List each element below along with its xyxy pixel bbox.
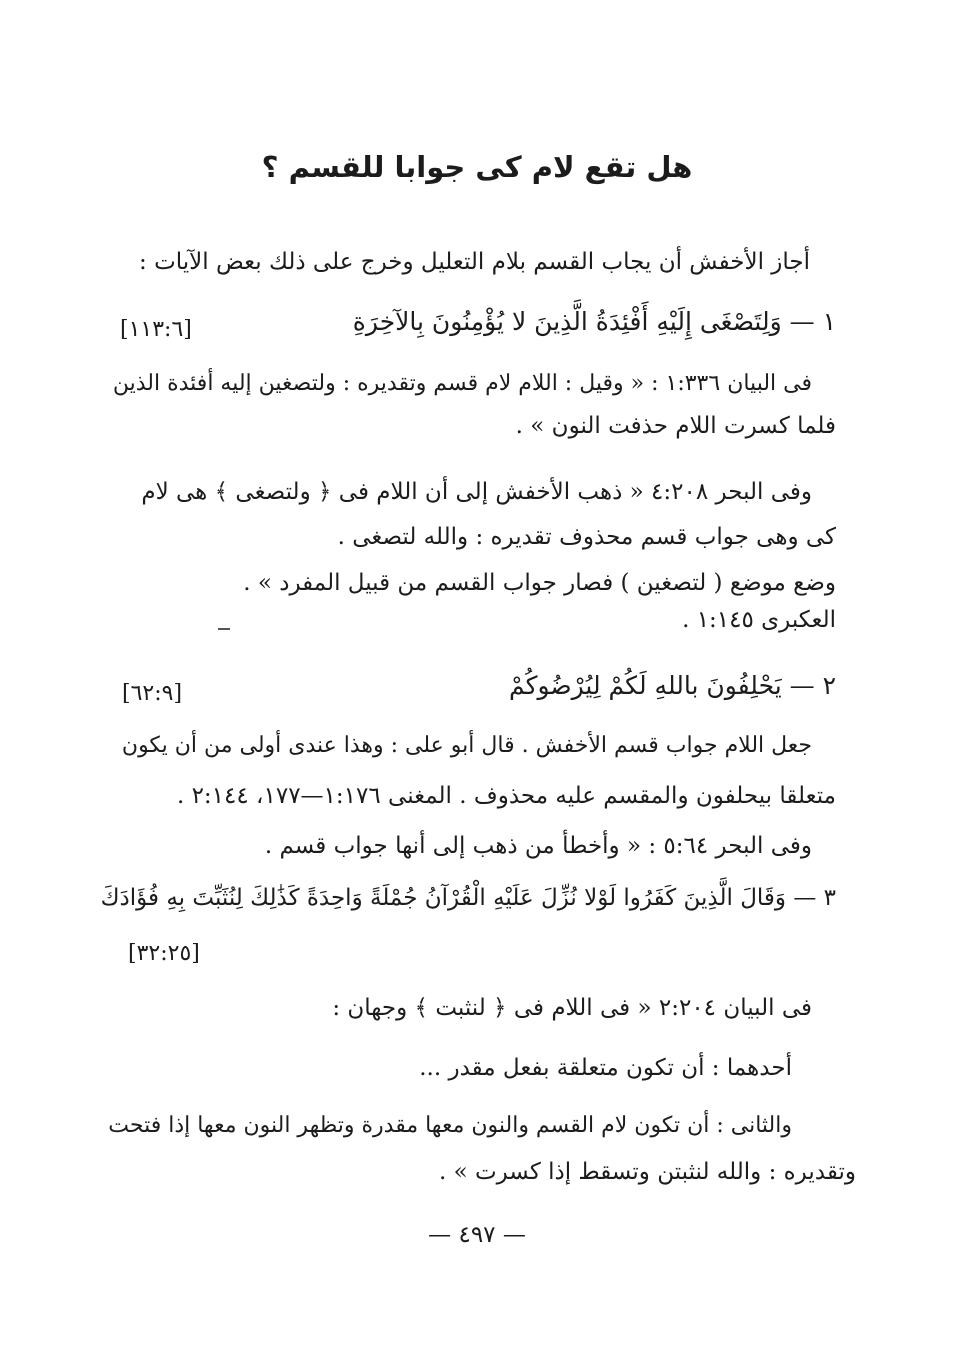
bahr-1-line-1: وفى البحر ٤:٢٠٨ « ذهب الأخفش إلى أن اللام فى ﴿ ولتصغى ﴾ هى لام (141, 479, 812, 505)
bayan-3-line-3: والثانى : أن تكون لام القسم والنون معها مقدرة وتظهر النون معها إذا فتحت (108, 1113, 792, 1138)
item-2-line-1: جعل اللام جواب قسم الأخفش . قال أبو على : وهذا عندى أولى من أن يكون (121, 733, 812, 758)
item-2-line-2: متعلقا بيحلفون والمقسم عليه محذوف . المغنى ١:١٧٦—١٧٧، ٢:١٤٤ . (176, 783, 836, 809)
verse-2: ٢ — يَحْلِفُونَ باللهِ لَكُمْ لِيُرْضُوكُمْ (508, 671, 836, 700)
bayan-3-line-1: فى البيان ٢:٢٠٤ « فى اللام فى ﴿ لنثبت ﴾ وجهان : (332, 995, 812, 1021)
verse-3-reference: [٣٢:٢٥] (128, 941, 200, 966)
bayan-1-line-1: فى البيان ١:٣٣٦ : « وقيل : اللام لام قسم وتقديره : ولتصغين إليه أفئدة الذين (112, 371, 812, 396)
bayan-1-line-2: فلما كسرت اللام حذفت النون » . (515, 413, 836, 439)
bayan-3-line-4: وتقديره : والله لنثبتن وتسقط إذا كسرت » . (438, 1159, 856, 1185)
page-title: هل تقع لام كى جوابا للقسم ؟ (261, 150, 693, 184)
bahr-1-line-2: كى وهى جواب قسم محذوف تقديره : والله لتصغى . (337, 524, 836, 550)
verse-1-reference: [١١٣:٦] (120, 317, 192, 342)
stray-mark (218, 628, 230, 630)
verse-2-reference: [٦٢:٩] (122, 681, 183, 706)
page-number: — ٤٩٧ — (428, 1222, 526, 1248)
verse-1: ١ — وَلِتَصْغَى إِلَيْهِ أَفْئِدَةُ الَّذِينَ لا يُؤْمِنُونَ بِالآخِرَةِ (352, 307, 836, 336)
verse-3: ٣ — وَقَالَ الَّذِينَ كَفَرُوا لَوْلا نُزِّلَ عَلَيْهِ الْقُرْآنُ جُمْلَةً وَاحِدَةً كَذَٰلِكَ لِنُثَبِّتَ بِهِ فُؤَادَكَ (100, 885, 836, 911)
bahr-1-line-3: وضع موضع ( لتصغين ) فصار جواب القسم من قبيل المفرد » . (243, 570, 836, 596)
item-2-line-3: وفى البحر ٥:٦٤ : « وأخطأ من ذهب إلى أنها جواب قسم . (264, 833, 812, 859)
intro-text: أجاز الأخفش أن يجاب القسم بلام التعليل وخرج على ذلك بعض الآيات : (139, 249, 810, 275)
ukbari-reference: العكبرى ١:١٤٥ . (682, 607, 836, 633)
bayan-3-line-2: أحدهما : أن تكون متعلقة بفعل مقدر ... (419, 1055, 792, 1081)
